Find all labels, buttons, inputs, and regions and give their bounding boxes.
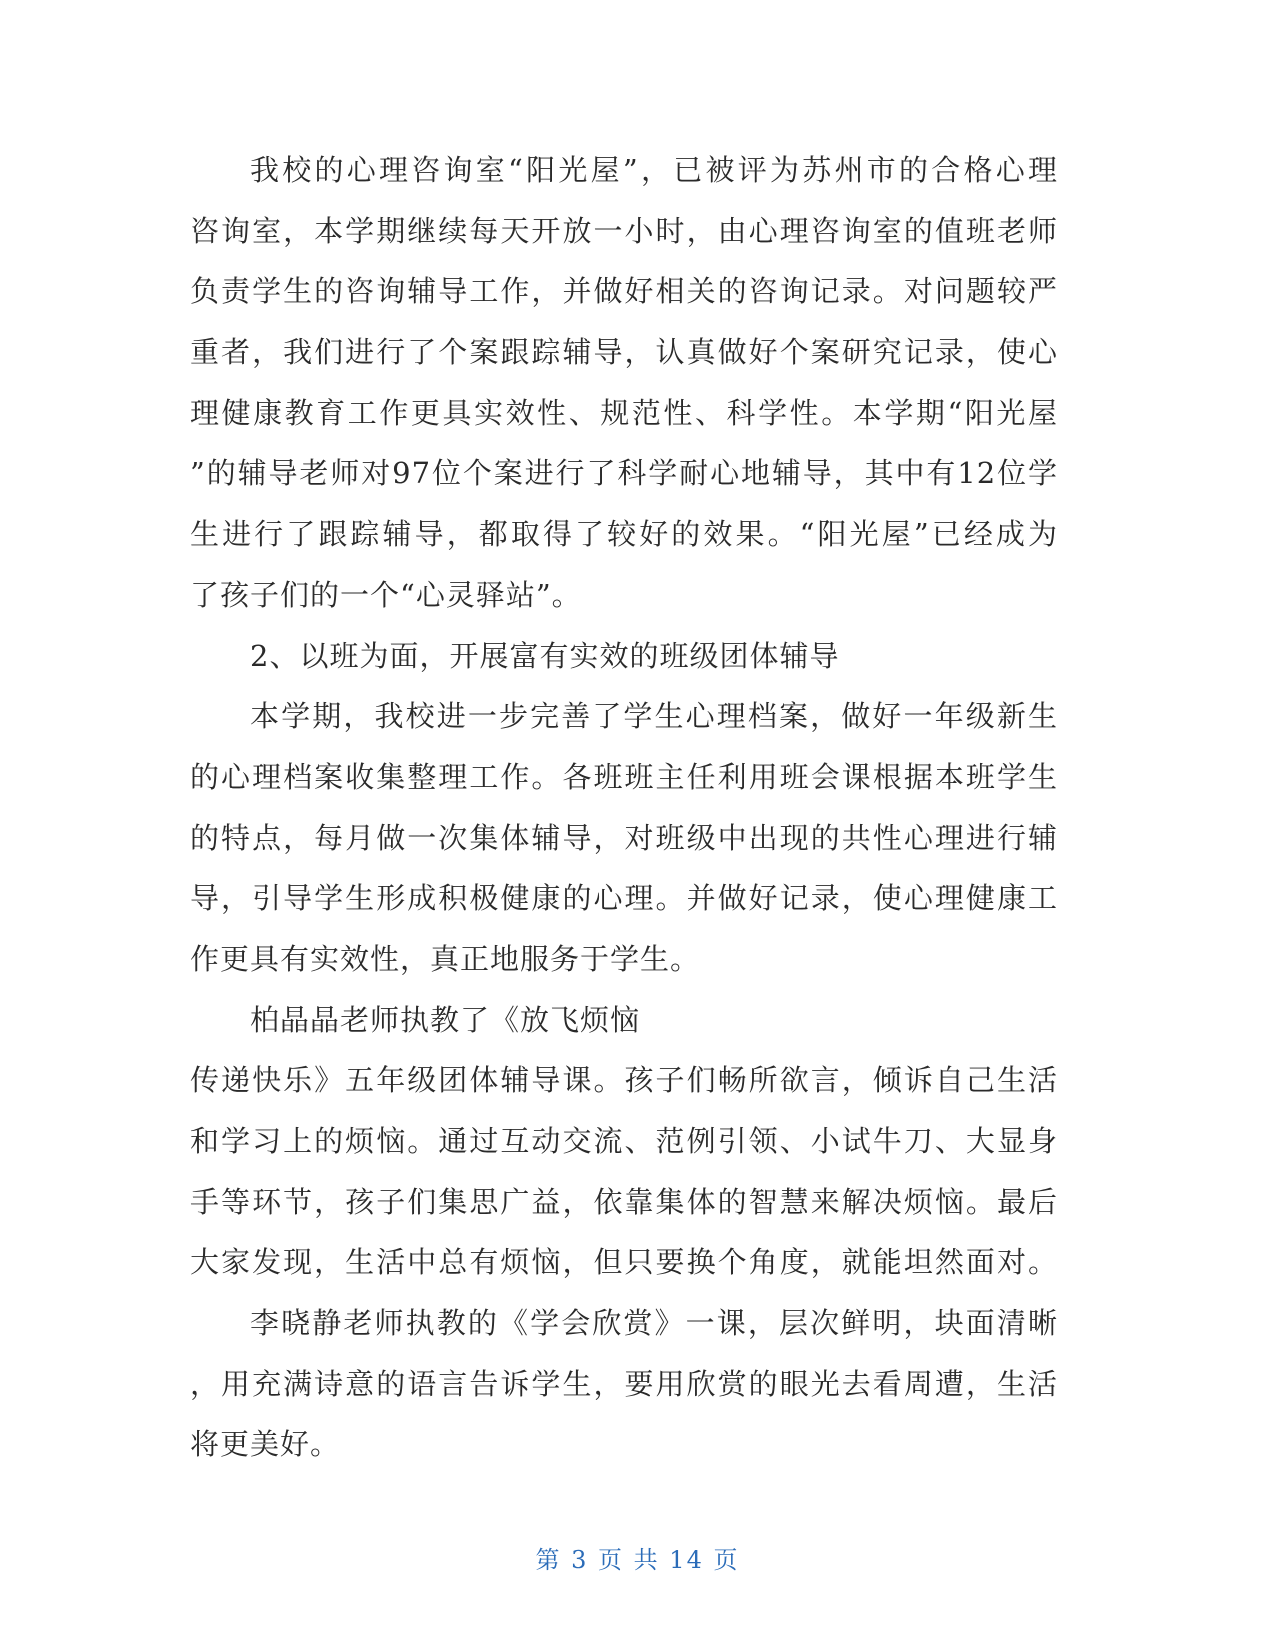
- text-line: 生进行了跟踪辅导，都取得了较好的效果。“阳光屋”已经成为: [190, 517, 1058, 552]
- text-line: 重者，我们进行了个案跟踪辅导，认真做好个案研究记录，使心: [190, 335, 1058, 370]
- text-line: 理健康教育工作更具实效性、规范性、科学性。本学期“阳光屋: [190, 395, 1058, 430]
- text-line: 本学期，我校进一步完善了学生心理档案，做好一年级新生: [250, 699, 1058, 734]
- text-line: 的特点，每月做一次集体辅导，对班级中出现的共性心理进行辅: [190, 820, 1058, 855]
- text-line: ，用充满诗意的语言告诉学生，要用欣赏的眼光去看周遭，生活: [190, 1366, 1058, 1401]
- text-line: 作更具有实效性，真正地服务于学生。: [190, 941, 701, 976]
- text-line: 了孩子们的一个“心灵驿站”。: [190, 577, 582, 612]
- text-line: 大家发现，生活中总有烦恼，但只要换个角度，就能坦然面对。: [190, 1245, 1058, 1280]
- text-line: 柏晶晶老师执教了《放飞烦恼: [250, 1002, 641, 1037]
- text-line: 咨询室，本学期继续每天开放一小时，由心理咨询室的值班老师: [190, 213, 1058, 248]
- text-line: 手等环节，孩子们集思广益，依靠集体的智慧来解决烦恼。最后: [190, 1184, 1058, 1219]
- text-line: 传递快乐》五年级团体辅导课。孩子们畅所欲言，倾诉自己生活: [190, 1063, 1058, 1098]
- text-line: 的心理档案收集整理工作。各班班主任利用班会课根据本班学生: [190, 759, 1058, 794]
- text-line: 我校的心理咨询室“阳光屋”，已被评为苏州市的合格心理: [250, 153, 1058, 187]
- text-line: 李晓静老师执教的《学会欣赏》一课，层次鲜明，块面清晰: [250, 1306, 1058, 1341]
- document-body: [190, 140, 1058, 1475]
- text-line: 和学习上的烦恼。通过互动交流、范例引领、小试牛刀、大显身: [190, 1124, 1058, 1158]
- text-line: 导，引导学生形成积极健康的心理。并做好记录，使心理健康工: [190, 881, 1058, 916]
- text-line: ”的辅导老师对97位个案进行了科学耐心地辅导，其中有12位学: [190, 456, 1058, 491]
- text-line: 负责学生的咨询辅导工作，并做好相关的咨询记录。对问题较严: [190, 274, 1058, 309]
- section-heading: 2、以班为面，开展富有实效的班级团体辅导: [250, 638, 840, 673]
- text-line: 将更美好。: [190, 1427, 341, 1462]
- page-number-footer: 第 3 页 共 14 页: [535, 1546, 740, 1574]
